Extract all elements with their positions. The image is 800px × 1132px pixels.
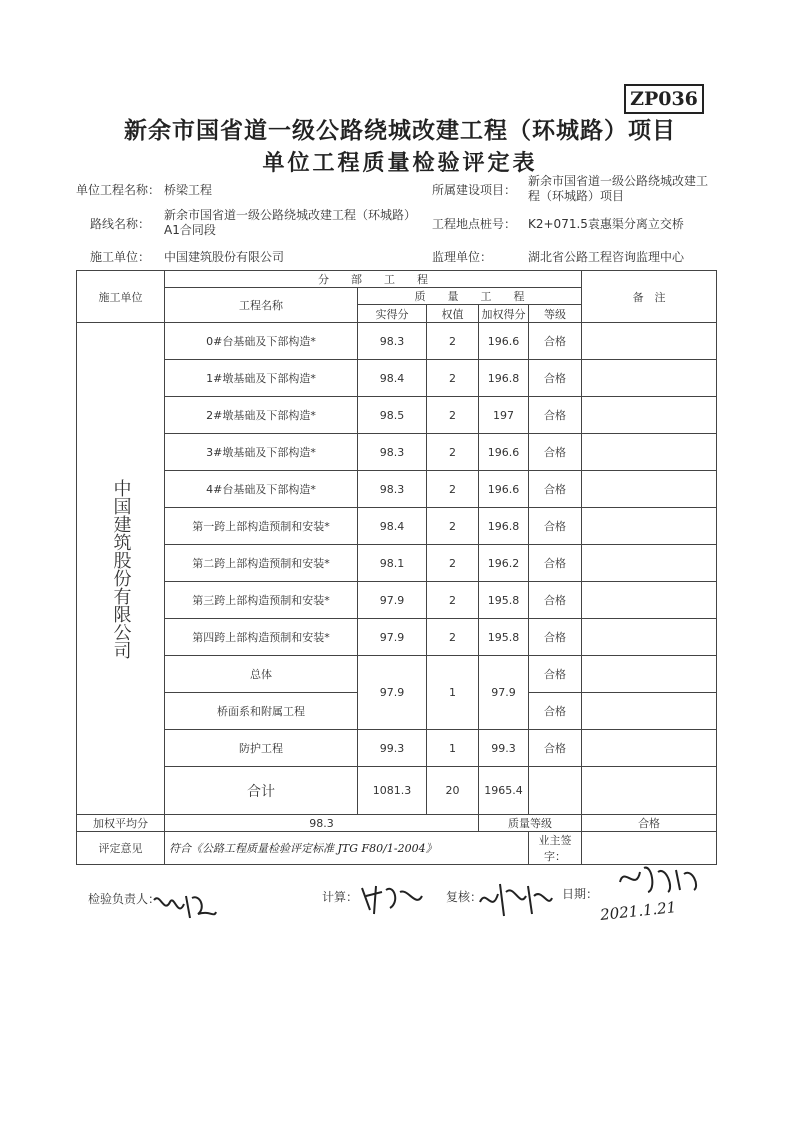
row-weight: 1 <box>427 730 479 767</box>
row-name: 1#墩基础及下部构造* <box>165 360 358 397</box>
row-grade: 合格 <box>529 656 582 693</box>
row-grade: 合格 <box>529 360 582 397</box>
row-weight: 2 <box>427 360 479 397</box>
contractor-value: 中国建筑股份有限公司 <box>164 250 285 264</box>
row-score: 98.1 <box>358 545 427 582</box>
header-grade: 等级 <box>529 305 582 323</box>
row-weight: 2 <box>427 323 479 360</box>
row-weighted: 196.8 <box>479 508 529 545</box>
avg-label: 加权平均分 <box>77 815 165 832</box>
evaluation-table <box>76 270 717 865</box>
row-name: 3#墩基础及下部构造* <box>165 434 358 471</box>
table-row <box>77 730 717 767</box>
row-score: 98.3 <box>358 434 427 471</box>
row-grade: 合格 <box>529 471 582 508</box>
row-weighted: 196.6 <box>479 434 529 471</box>
table-row <box>77 323 717 360</box>
row-remarks <box>582 471 717 508</box>
project-title: 新余市国省道一级公路绕城改建工程（环城路）项目 <box>124 118 676 144</box>
row-weighted: 196.6 <box>479 471 529 508</box>
supervisor-label: 监理单位： <box>432 250 493 264</box>
location-value: K2+071.5袁惠渠分离立交桥 <box>528 217 684 231</box>
inspector-signature <box>150 888 220 924</box>
row-remarks <box>582 582 717 619</box>
table-row <box>77 545 717 582</box>
location-label: 工程地点桩号： <box>432 217 517 231</box>
row-grade: 合格 <box>529 730 582 767</box>
row-grade: 合格 <box>529 323 582 360</box>
row-weight: 2 <box>427 508 479 545</box>
route-value-2: A1合同段 <box>164 223 216 237</box>
construction-project-value-2: 程（环城路）项目 <box>528 189 625 203</box>
row-weight: 2 <box>427 434 479 471</box>
table-row <box>77 434 717 471</box>
row-remarks <box>582 656 717 693</box>
row-weighted: 196.8 <box>479 360 529 397</box>
row-weighted: 197 <box>479 397 529 434</box>
org-vertical-text: 中国建筑股份有限公司 <box>110 478 132 659</box>
header-weight: 权值 <box>427 305 479 323</box>
row-grade: 合格 <box>529 545 582 582</box>
handwritten-date: 2021.1.21 <box>599 898 678 924</box>
row-name: 第一跨上部构造预制和安装* <box>165 508 358 545</box>
row-score: 98.4 <box>358 508 427 545</box>
header-project-name: 工程名称 <box>165 288 358 323</box>
reviewer-signature <box>476 878 556 922</box>
row-name: 第四跨上部构造预制和安装* <box>165 619 358 656</box>
row-score: 97.9 <box>358 656 427 730</box>
row-weight: 2 <box>427 619 479 656</box>
row-weighted: 196.6 <box>479 323 529 360</box>
row-remarks <box>582 619 717 656</box>
row-name: 第二跨上部构造预制和安装* <box>165 545 358 582</box>
row-name: 桥面系和附属工程 <box>165 693 358 730</box>
header-quality: 质 量 工 程 <box>358 288 582 305</box>
row-score: 98.4 <box>358 360 427 397</box>
row-grade: 合格 <box>529 619 582 656</box>
inspector-label: 检验负责人： <box>88 892 161 906</box>
row-score: 98.3 <box>358 323 427 360</box>
supervisor-value: 湖北省公路工程咨询监理中心 <box>528 250 685 264</box>
row-weight: 2 <box>427 545 479 582</box>
row-score: 97.9 <box>358 619 427 656</box>
table-row <box>77 397 717 434</box>
quality-grade-label: 质量等级 <box>479 815 582 832</box>
total-label: 合计 <box>165 767 358 815</box>
header-subdivision: 分 部 工 程 <box>165 271 582 288</box>
opinion-handwritten: 符合《公路工程质量检验评定标准 JTG F80/1-2004》 <box>169 842 437 855</box>
row-grade: 合格 <box>529 508 582 545</box>
row-name: 2#墩基础及下部构造* <box>165 397 358 434</box>
table-row <box>77 767 717 815</box>
row-weighted: 196.2 <box>479 545 529 582</box>
row-grade: 合格 <box>529 693 582 730</box>
row-name: 0#台基础及下部构造* <box>165 323 358 360</box>
row-weighted: 99.3 <box>479 730 529 767</box>
row-remarks <box>582 434 717 471</box>
form-title: 单位工程质量检验评定表 <box>262 151 538 176</box>
row-weight: 1 <box>427 656 479 730</box>
row-name: 总体 <box>165 656 358 693</box>
construction-project-label: 所属建设项目： <box>432 183 517 197</box>
row-score: 97.9 <box>358 582 427 619</box>
row-remarks <box>582 360 717 397</box>
row-score: 98.3 <box>358 471 427 508</box>
row-remarks <box>582 508 717 545</box>
table-row <box>77 508 717 545</box>
unit-project-label: 单位工程名称： <box>76 183 161 197</box>
row-name: 防护工程 <box>165 730 358 767</box>
row-name: 4#台基础及下部构造* <box>165 471 358 508</box>
opinion-label: 评定意见 <box>77 832 165 865</box>
table-row <box>77 360 717 397</box>
date-label: 日期： <box>562 887 599 901</box>
header-weighted: 加权得分 <box>479 305 529 323</box>
contractor-label: 施工单位： <box>90 250 151 264</box>
row-weighted: 97.9 <box>479 656 529 730</box>
owner-signature-scribble <box>614 862 704 896</box>
route-label: 路线名称： <box>90 217 151 231</box>
table-row <box>77 471 717 508</box>
row-remarks <box>582 767 717 815</box>
route-value-1: 新余市国省道一级公路绕城改建工程（环城路） <box>164 208 417 222</box>
avg-value: 98.3 <box>165 815 479 832</box>
header-remarks: 备 注 <box>582 271 717 323</box>
owner-sign-label: 业主签字： <box>529 832 582 865</box>
row-score: 99.3 <box>358 730 427 767</box>
header-construction-unit: 施工单位 <box>77 271 165 323</box>
row-grade: 合格 <box>529 397 582 434</box>
row-weight: 2 <box>427 582 479 619</box>
row-remarks <box>582 730 717 767</box>
row-weight: 2 <box>427 397 479 434</box>
row-grade: 合格 <box>529 434 582 471</box>
row-weighted: 195.8 <box>479 582 529 619</box>
total-score: 1081.3 <box>358 767 427 815</box>
row-name: 第三跨上部构造预制和安装* <box>165 582 358 619</box>
row-weight: 2 <box>427 471 479 508</box>
row-score: 98.5 <box>358 397 427 434</box>
calculator-signature <box>356 880 426 920</box>
total-weight: 20 <box>427 767 479 815</box>
unit-project-value: 桥梁工程 <box>164 183 213 197</box>
row-remarks <box>582 693 717 730</box>
row-grade: 合格 <box>529 582 582 619</box>
row-remarks <box>582 545 717 582</box>
total-grade <box>529 767 582 815</box>
calc-label: 计算： <box>322 890 359 904</box>
quality-grade-value: 合格 <box>582 815 717 832</box>
table-row <box>77 582 717 619</box>
total-weighted: 1965.4 <box>479 767 529 815</box>
row-weighted: 195.8 <box>479 619 529 656</box>
owner-signature <box>582 832 717 865</box>
org-vertical-cell <box>77 323 165 815</box>
row-remarks <box>582 323 717 360</box>
table-row <box>77 619 717 656</box>
header-score: 实得分 <box>358 305 427 323</box>
table-row <box>77 656 717 693</box>
review-label: 复核： <box>446 890 483 904</box>
document-code: ZP036 <box>624 84 704 114</box>
row-remarks <box>582 397 717 434</box>
construction-project-value-1: 新余市国省道一级公路绕城改建工 <box>528 174 709 188</box>
